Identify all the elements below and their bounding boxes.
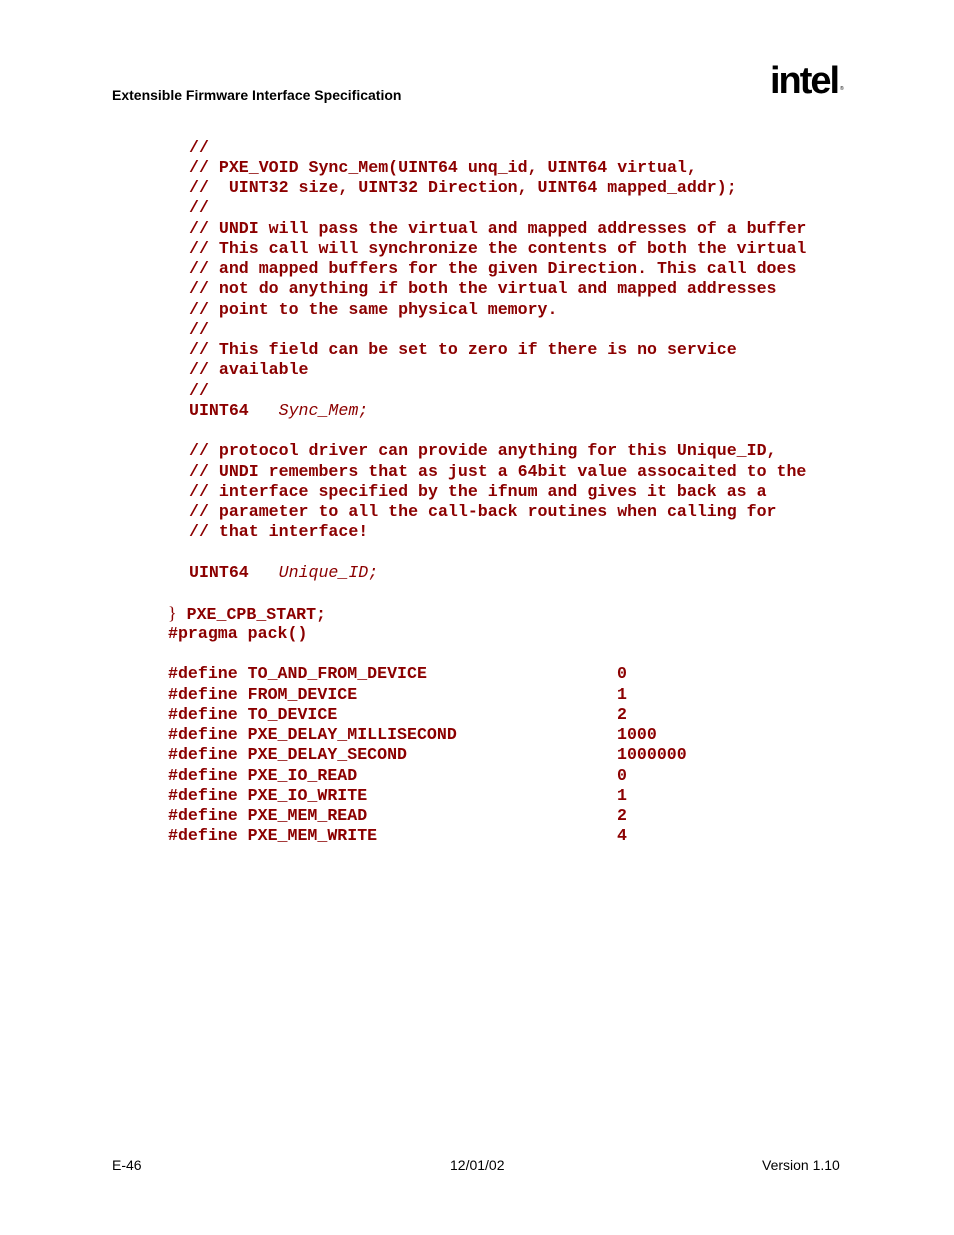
define-name: #define PXE_MEM_WRITE [168,826,378,845]
define-value: 2 [617,705,627,724]
sync-mem-field [189,401,368,421]
field-name: Sync_Mem; [278,401,369,420]
code-comment-line: // PXE_VOID Sync_Mem(UINT64 unq_id, UINT64 virtual, [189,158,697,177]
code-comment-line: // [189,381,209,400]
define-value: 1000 [617,725,657,744]
define-name: #define PXE_IO_WRITE [168,786,368,805]
intel-logo-text: intel [770,60,839,102]
field-name: Unique_ID; [278,563,379,582]
code-comment-line: // This call will synchronize the contents of both the virtual [189,239,807,258]
code-comment-line: // available [189,360,309,379]
define-value: 1000000 [617,745,687,764]
document-title: Extensible Firmware Interface Specification [112,87,402,103]
define-value: 1 [617,685,627,704]
define-value: 0 [617,766,627,785]
code-comment-line: // interface specified by the ifnum and gives it back as a [189,482,767,501]
code-comment-line: // protocol driver can provide anything for this Unique_ID, [189,441,777,460]
svg-text:®: ® [840,86,844,92]
define-name: #define PXE_DELAY_MILLISECOND [168,725,457,744]
code-comment-line: // UNDI will pass the virtual and mapped addresses of a buffer [189,219,807,238]
define-value: 0 [617,664,627,683]
define-name: #define FROM_DEVICE [168,685,358,704]
document-version: Version 1.10 [762,1157,840,1173]
struct-name: PXE_CPB_START; [186,605,327,624]
document-date: 12/01/02 [450,1157,505,1173]
struct-closing [168,603,326,625]
code-comment-line: // This field can be set to zero if there is no service [189,340,737,359]
code-comment-line: // that interface! [189,522,369,541]
define-value: 2 [617,806,627,825]
define-value: 4 [617,826,627,845]
code-comment-line: // [189,320,209,339]
code-comment-line: // [189,138,209,157]
code-comment-line: // parameter to all the call-back routines when calling for [189,502,777,521]
define-name: #define PXE_MEM_READ [168,806,368,825]
code-comment-line: // UINT32 size, UINT32 Direction, UINT64 mapped_addr); [189,178,737,197]
define-name: #define TO_AND_FROM_DEVICE [168,664,427,683]
field-type: UINT64 [189,563,249,582]
code-comment-line: // [189,198,209,217]
code-comment-line: // point to the same physical memory. [189,300,558,319]
define-name: #define TO_DEVICE [168,705,338,724]
page-number: E-46 [112,1157,142,1173]
pragma-line: #pragma pack() [168,624,308,643]
closing-brace: } [168,603,177,623]
code-comment-line: // UNDI remembers that as just a 64bit value assocaited to the [189,462,807,481]
define-value: 1 [617,786,627,805]
unique-id-field [189,563,378,583]
define-name: #define PXE_IO_READ [168,766,358,785]
code-comment-line: // and mapped buffers for the given Direction. This call does [189,259,797,278]
field-type: UINT64 [189,401,249,420]
define-name: #define PXE_DELAY_SECOND [168,745,407,764]
code-comment-line: // not do anything if both the virtual and mapped addresses [189,279,777,298]
